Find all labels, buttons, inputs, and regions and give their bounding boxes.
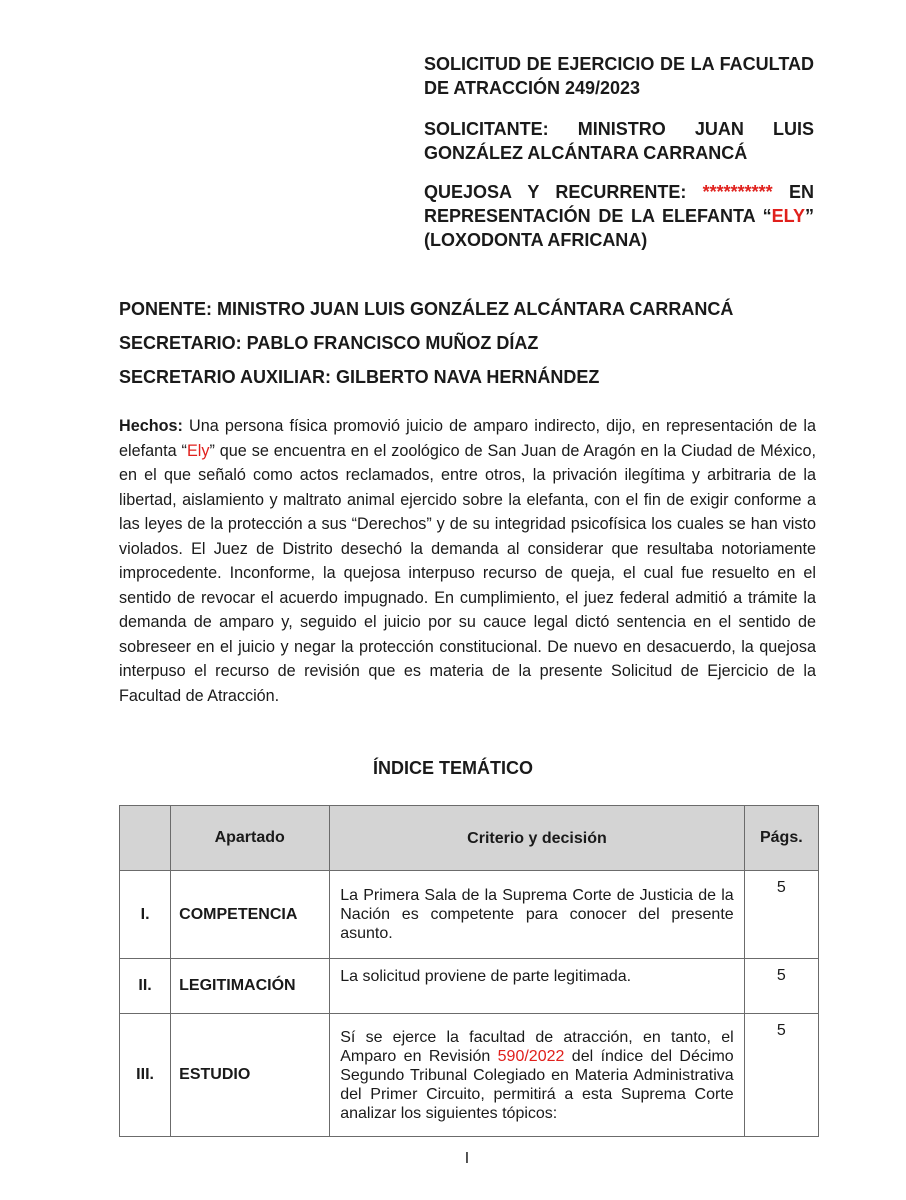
- table-row: [120, 1014, 819, 1137]
- quejosa-prefix: QUEJOSA Y RECURRENTE:: [424, 182, 703, 202]
- facts-text-2: ” que se encuentra en el zoológico de San Juan de Aragón en la Ciudad de México, en el que señaló como actos reclamados, entre otros, la privación ilegítima y arbitraria de la libertad, aislamiento y maltrato animal ejercido sobre la elefanta, con el fin de exigir conforme a las leyes de la protección a sus “Derechos” y de su integridad psicofísica los cuales se han visto violados. El Juez de Distrito desechó la demanda al considerar que resultaba notoriamente improcedente. Inconforme, la quejosa interpuso recurso de queja, el cual fue resuelto en el sentido de revocar el acuerdo impugnado. En cumplimiento, el juez federal admitió a trámite la demanda de amparo y, seguido el juicio por su cauce legal dictó sentencia en el sentido de sobreseer en el juicio y negar la protección constitucional. De nuevo en desacuerdo, la quejosa interpuso el recurso de revisión que es materia de la presente Solicitud de Ejercicio de la Facultad de Atracción.: [119, 441, 816, 705]
- index-title: ÍNDICE TEMÁTICO: [373, 758, 533, 778]
- row-apartado: COMPETENCIA: [171, 871, 330, 959]
- header-pags: Págs.: [744, 806, 818, 871]
- case-number-heading: SOLICITUD DE EJERCICIO DE LA FACULTAD DE ATRACCIÓN 249/2023: [424, 54, 814, 98]
- facts-paragraph: [119, 414, 816, 708]
- facts-label: Hechos:: [119, 417, 183, 435]
- row-apartado: LEGITIMACIÓN: [171, 959, 330, 1014]
- quejosa-suffix: ” (LOXODONTA AFRICANA): [424, 206, 814, 250]
- secretario-auxiliar-line: SECRETARIO AUXILIAR: GILBERTO NAVA HERNÁNDEZ: [119, 367, 600, 387]
- elephant-name: ELY: [771, 206, 805, 226]
- criterio-text-b: del índice del Décimo Segundo Tribunal Colegiado en Materia Administrativa del Primer Circuito, permitirá a esta Suprema Corte analizar los siguientes tópicos:: [340, 1047, 734, 1122]
- secretario-line: SECRETARIO: PABLO FRANCISCO MUÑOZ DÍAZ: [119, 333, 539, 353]
- header-criterio: Criterio y decisión: [330, 806, 744, 871]
- row-num: III.: [120, 1014, 171, 1137]
- row-criterio: La Primera Sala de la Suprema Corte de Justicia de la Nación es competente para conocer del presente asunto.: [330, 871, 744, 959]
- facts-text-1: Una persona física promovió juicio de amparo indirecto, dijo, en representación de la elefanta “: [119, 417, 816, 460]
- quejosa-heading: [424, 180, 814, 252]
- row-pags: 5: [744, 959, 818, 1014]
- table-row: [120, 871, 819, 959]
- case-reference: 590/2022: [497, 1047, 565, 1065]
- court-officials: [119, 292, 819, 394]
- row-num: II.: [120, 959, 171, 1014]
- redacted-name: **********: [702, 182, 773, 202]
- header-num: [120, 806, 171, 871]
- row-criterio: [330, 1014, 744, 1137]
- thematic-index-table: [119, 805, 819, 1137]
- header-apartado: Apartado: [171, 806, 330, 871]
- ponente-line: PONENTE: MINISTRO JUAN LUIS GONZÁLEZ ALCÁNTARA CARRANCÁ: [119, 299, 734, 319]
- table-header-row: [120, 806, 819, 871]
- criterio-text-a: Sí se ejerce la facultad de atracción, en tanto, el Amparo en Revisión: [340, 1028, 734, 1065]
- row-pags: 5: [744, 1014, 818, 1137]
- table-row: [120, 959, 819, 1014]
- quejosa-mid: EN REPRESENTACIÓN DE LA ELEFANTA “: [424, 182, 814, 226]
- page-number: I: [464, 1150, 470, 1167]
- facts-elephant-name: Ely: [186, 441, 210, 460]
- row-num: I.: [120, 871, 171, 959]
- row-criterio: La solicitud proviene de parte legitimada.: [330, 959, 744, 1014]
- solicitante-heading: SOLICITANTE: MINISTRO JUAN LUIS GONZÁLEZ ALCÁNTARA CARRANCÁ: [424, 119, 814, 163]
- row-apartado: ESTUDIO: [171, 1014, 330, 1137]
- row-pags: 5: [744, 871, 818, 959]
